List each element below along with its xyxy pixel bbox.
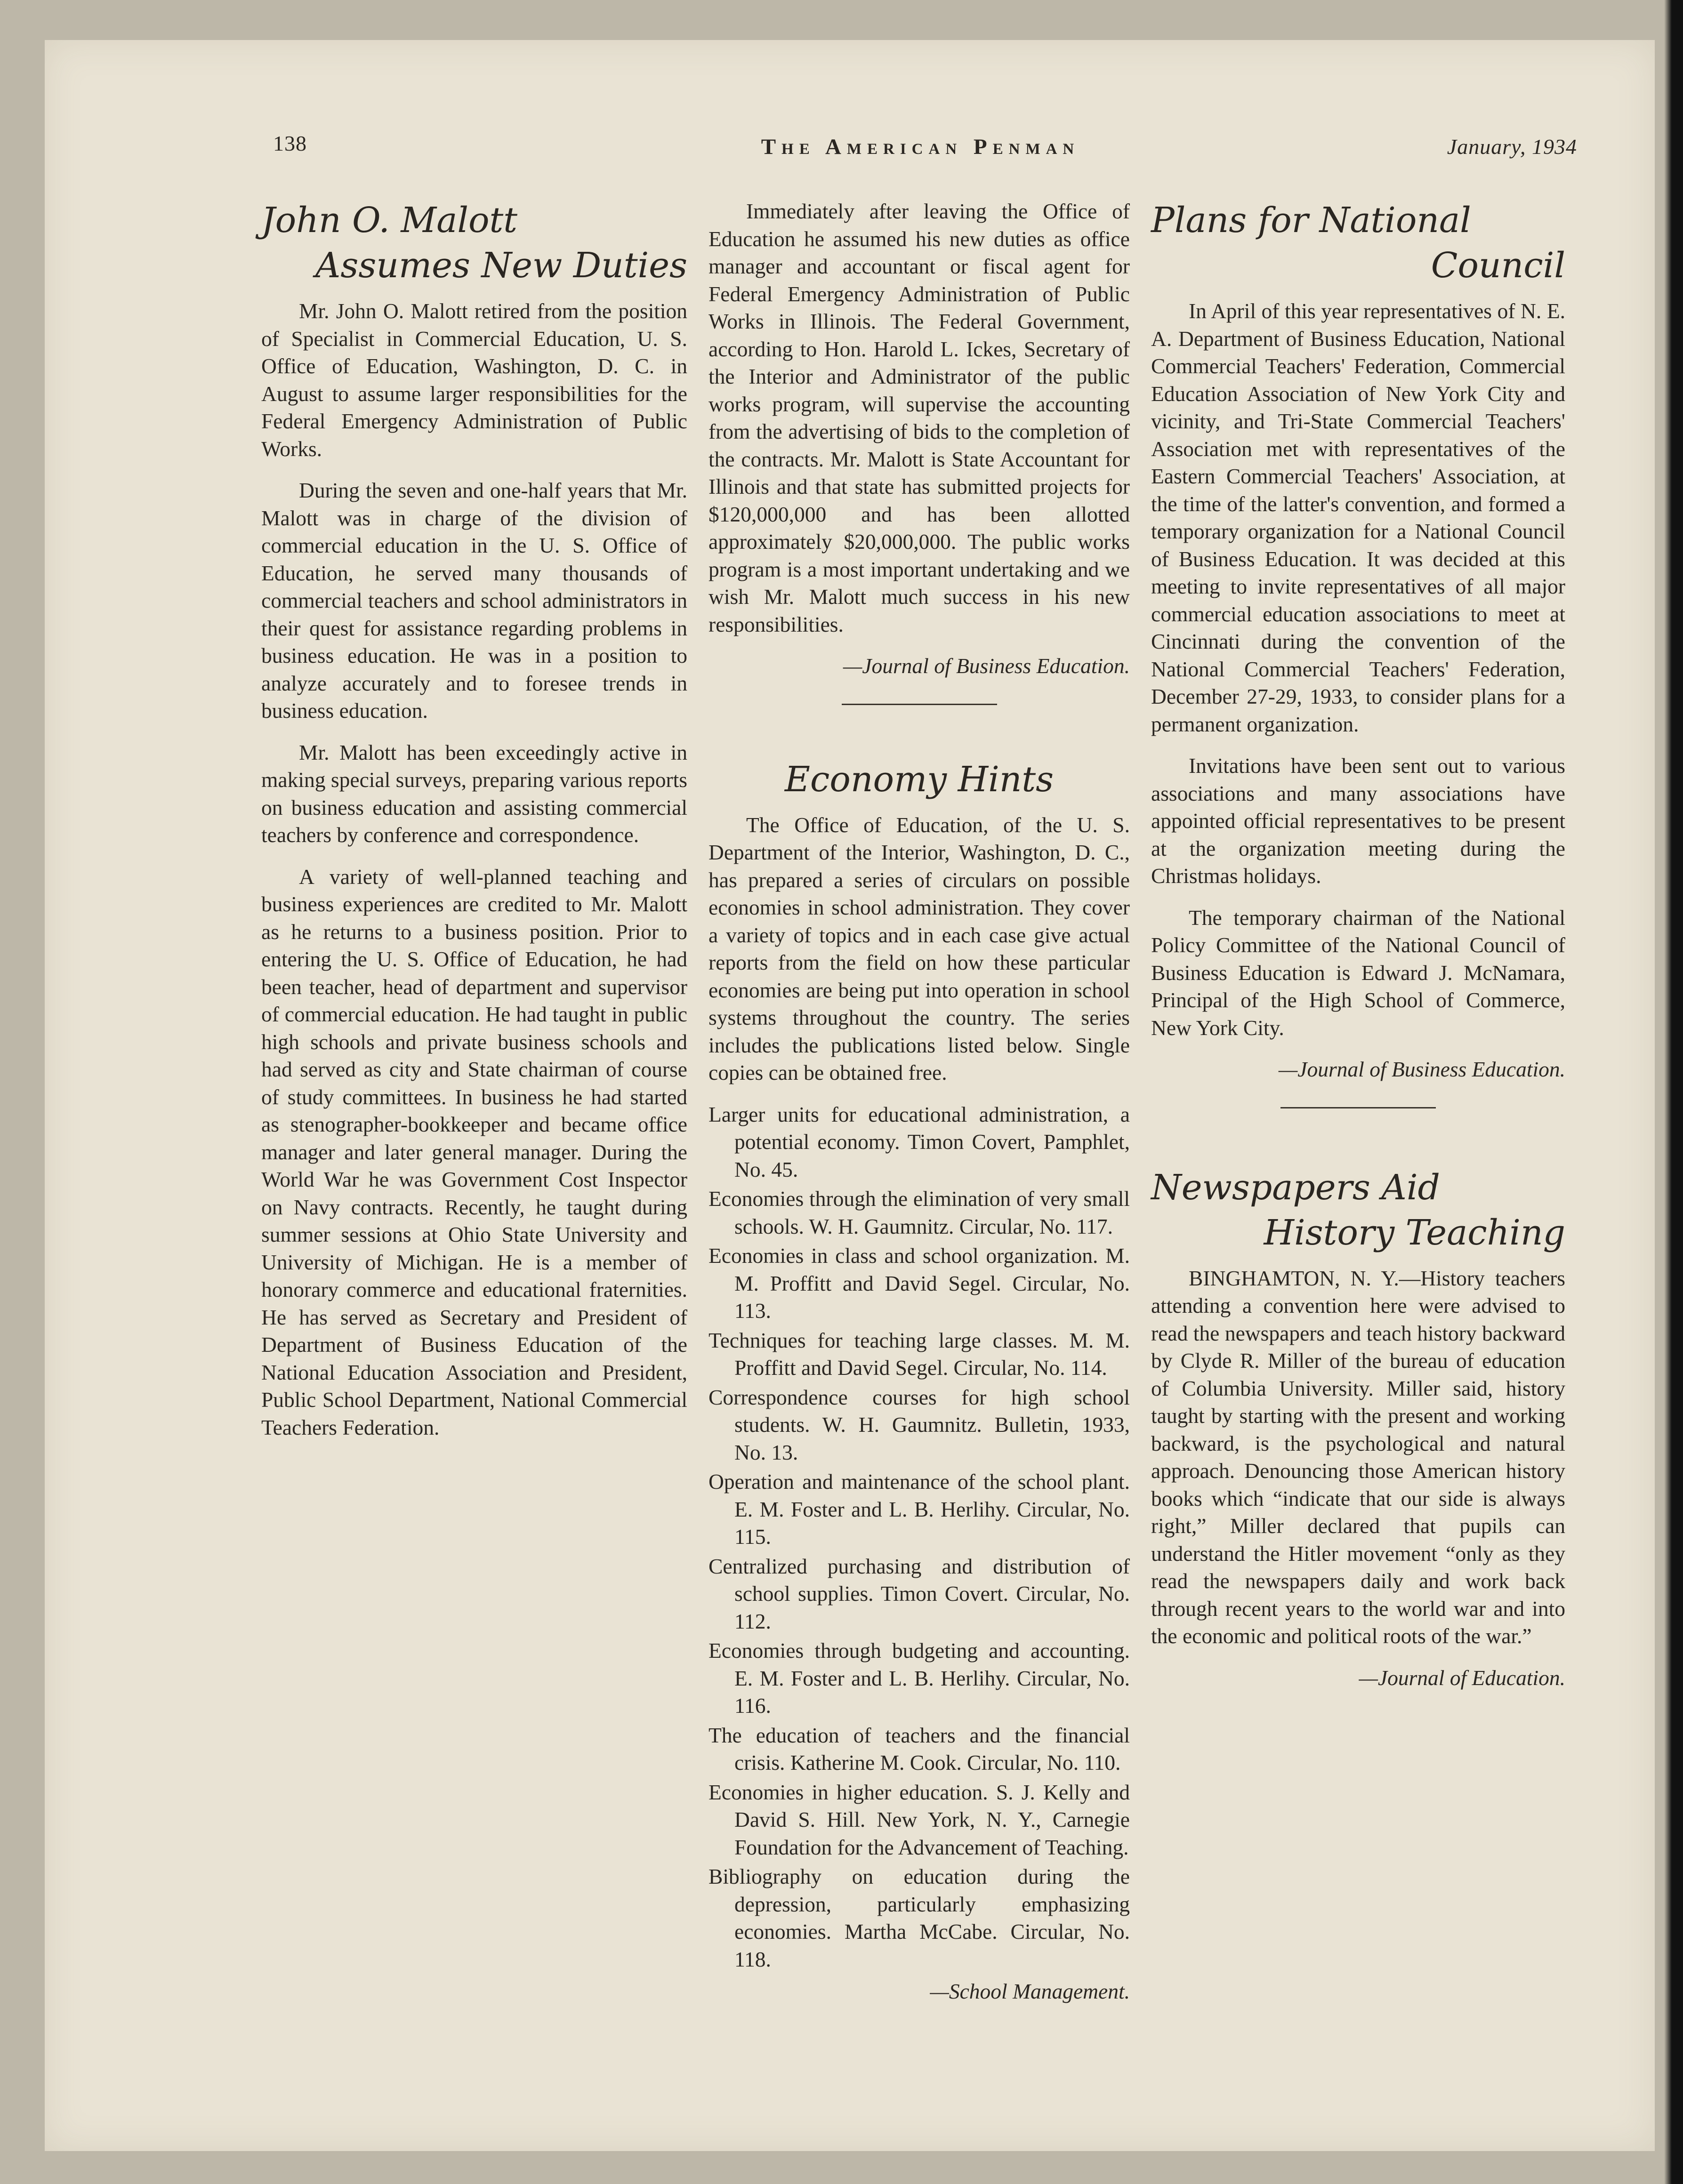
malott-paragraph-3: Mr. Malott has been exceedingly active in making special surveys, preparing various reports on business education and assisting commercial teachers by conference and correspondence. <box>261 740 687 847</box>
divider-rule <box>1280 1107 1436 1108</box>
publication-list <box>709 1101 1130 1974</box>
divider-rule <box>842 704 997 705</box>
column-1 <box>261 198 687 1455</box>
malott-headline <box>261 198 687 288</box>
economy-headline-text: Economy Hints <box>784 759 1054 800</box>
publication-item: Larger units for educational administration, a potential economy. Timon Covert, Pamphlet, No. 45. <box>709 1102 1130 1181</box>
council-headline <box>1151 198 1565 288</box>
malott-paragraph-5: Immediately after leaving the Office of Education he assumed his new duties as office manager and accountant or fiscal agent for Federal Emergency Administration of Public Works in Illinois. The Federal Government, according to Hon. Harold L. Ickes, Secretary of the Interior and Administrator of the public works program, will supervise the accounting from the advertising of bids to the completion of the contracts. Mr. Malott is State Accountant for Illinois and that state has submitted projects for $120,000,000 and has been allotted approximately $20,000,000. The public works program is a most important undertaking and we wish Mr. Malott much success in his new responsibilities. <box>709 199 1130 636</box>
newspapers-headline-line2: History Teaching <box>1264 1212 1565 1253</box>
council-source: —Journal of Business Education. <box>1278 1057 1565 1081</box>
publication-item: The education of teachers and the financial crisis. Katherine M. Cook. Circular, No. 110. <box>709 1723 1130 1774</box>
council-headline-line1: Plans for National <box>1151 200 1471 241</box>
publication-item: Techniques for teaching large classes. M. M. Proffitt and David Segel. Circular, No. 114. <box>709 1328 1130 1380</box>
newspapers-headline-line1: Newspapers Aid <box>1151 1167 1440 1208</box>
malott-paragraph-4: A variety of well-planned teaching and business experiences are credited to Mr. Malott as he returns to a business position. Prior to entering the U. S. Office of Education, he had been teacher, head of department and supervisor of commercial education. He had taught in public high schools and private business schools and had served as city and State chairman of course of study committees. In business he had started as stenographer-bookkeeper and became office manager and later general manager. During the World War he was Government Cost Inspector on Navy contracts. Recently, he taught during summer sessions at Ohio State University and University of Michigan. He is a member of honorary commerce and educational fraternities. He has served as Secretary and President of Department of Business Education of the National Education Association and President, Public School Department, National Commercial Teachers Federation. <box>261 864 687 1439</box>
council-paragraph-3: The temporary chairman of the National Policy Committee of the National Council of Business Education is Edward J. McNamara, Principal of the High School of Commerce, New York City. <box>1151 905 1565 1040</box>
publication-item: Centralized purchasing and distribution of school supplies. Timon Covert. Circular, No. 112. <box>709 1554 1130 1633</box>
publication-item: Economies in higher education. S. J. Kelly and David S. Hill. New York, N. Y., Carnegie Foundation for the Advancement of Teaching. <box>709 1780 1130 1859</box>
council-paragraph-2: Invitations have been sent out to various associations and many associations have appointed official representatives to be present at the organization meeting during the Christmas holidays. <box>1151 754 1565 888</box>
journal-title: The American Penman <box>761 135 1080 159</box>
publication-item: Economies in class and school organization. M. M. Proffitt and David Segel. Circular, No. 113. <box>709 1244 1130 1323</box>
council-headline-line2: Council <box>1431 245 1565 286</box>
newspapers-paragraph: BINGHAMTON, N. Y.—History teachers attending a convention here were advised to read the newspapers and teach history backward by Clyde R. Miller of the bureau of education of Columbia University. Miller said, history taught by starting with the present and working backward, is the psychological and natural approach. Denouncing those American history books which “indicate that our side is always right,” Miller declared that pupils can understand the Hitler movement “only as they read the newspapers daily and work back through recent years to the world war and into the economic and political roots of the war.” <box>1151 1266 1565 1648</box>
malott-paragraph-2: During the seven and one-half years that Mr. Malott was in charge of the division of commercial education in the U. S. Office of Education, he served many thousands of commercial teachers and school administrators in their quest for assistance regarding problems in business education. He was in a position to analyze accurately and to foresee trends in business education. <box>261 478 687 723</box>
publication-item: Correspondence courses for high school students. W. H. Gaumnitz. Bulletin, 1933, No. 13. <box>709 1385 1130 1464</box>
publication-item: Bibliography on education during the depression, particularly emphasizing economies. Martha McCabe. Circular, No. 118. <box>709 1864 1130 1971</box>
column-3 <box>1151 198 1565 1715</box>
page-edge <box>1664 0 1683 2184</box>
economy-source: —School Management. <box>930 1979 1130 2003</box>
malott-headline-line2: Assumes New Duties <box>315 245 687 286</box>
publication-item: Operation and maintenance of the school plant. E. M. Foster and L. B. Herlihy. Circular, No. 115. <box>709 1469 1130 1549</box>
publication-item: Economies through budgeting and accounting. E. M. Foster and L. B. Herlihy. Circular, No. 116. <box>709 1638 1130 1718</box>
issue-date: January, 1934 <box>1447 135 1577 159</box>
malott-headline-line1: John O. Malott <box>261 200 518 241</box>
newspapers-source: —Journal of Education. <box>1359 1665 1565 1690</box>
economy-headline <box>709 757 1130 802</box>
publication-item: Economies through the elimination of very small schools. W. H. Gaumnitz. Circular, No. 117. <box>709 1187 1130 1238</box>
malott-source: —Journal of Business Education. <box>843 654 1130 678</box>
newspapers-headline <box>1151 1165 1565 1255</box>
malott-paragraph-1: Mr. John O. Malott retired from the position of Specialist in Commercial Education, U. S. Office of Education, Washington, D. C. in August to assume larger responsibilities for the Federal Emergency Administration of Public Works. <box>261 299 687 461</box>
page-number: 138 <box>273 131 307 155</box>
column-2 <box>709 198 1130 2029</box>
council-paragraph-1: In April of this year representatives of N. E. A. Department of Business Education, National Commercial Teachers' Federation, Commercial Education Association of New York City and vicinity, and Tri-State Commercial Teachers' Association met with representatives of the Eastern Commercial Teachers' Association, at the time of the latter's convention, and formed a temporary organization for a National Council of Business Education. It was decided at this meeting to invite representatives of all major commercial education associations to meet at Cincinnati during the convention of the National Commercial Teachers' Federation, December 27-29, 1933, to consider plans for a permanent organization. <box>1151 299 1565 736</box>
economy-intro: The Office of Education, of the U. S. Department of the Interior, Washington, D. C., has prepared a series of circulars on possible economies in school administration. They cover a variety of topics and in each case give actual reports from the field on how these particular economies are being put into operation in school systems throughout the country. The series includes the publications listed below. Single copies can be obtained free. <box>709 812 1130 1084</box>
